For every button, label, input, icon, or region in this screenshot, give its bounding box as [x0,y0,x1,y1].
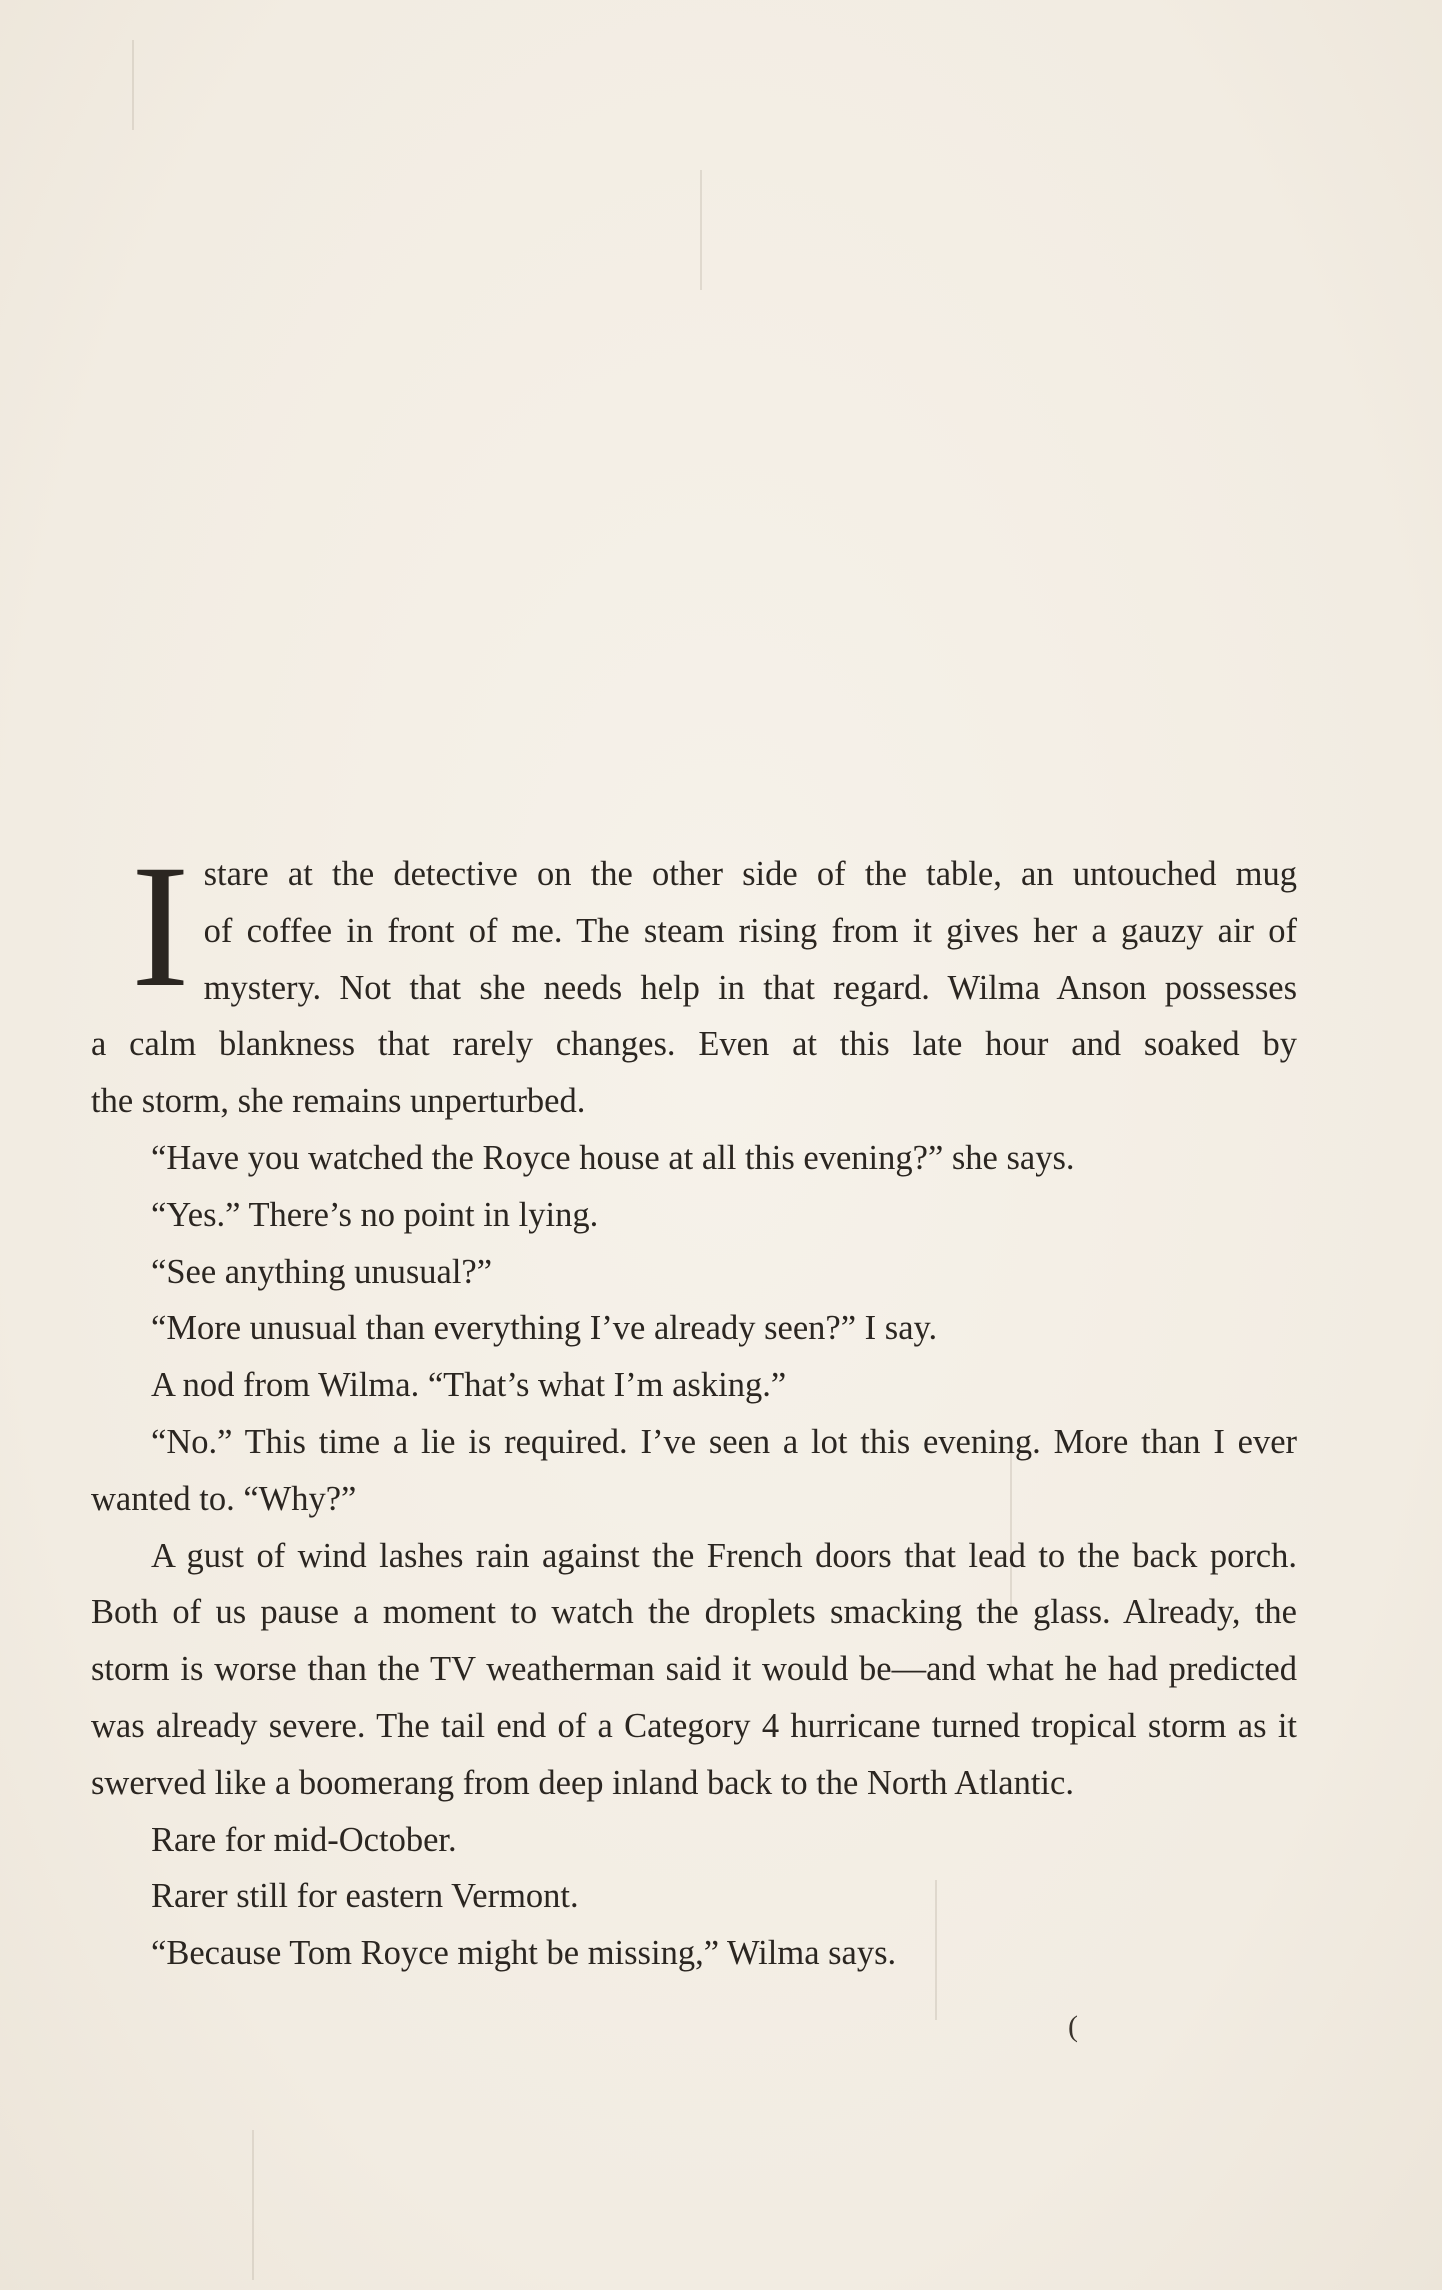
scan-artifact [132,40,134,130]
chapter-text [91,829,1297,1982]
opening-paragraph [91,829,1297,1130]
text-line: of coffee in front of me. The steam rising from it gives her a gauzy air of [203,911,1297,950]
text-line: the storm, she remains unperturbed. [91,1082,586,1121]
text-line: a calm blankness that rarely changes. Even at this late hour and soaked by [91,1025,1297,1064]
paragraph: “Yes.” There’s no point in lying. [151,1195,599,1234]
paragraph: A nod from Wilma. “That’s what I’m asking.” [151,1366,787,1405]
text-line: stare at the detective on the other side of the table, an untouched mug [203,855,1297,893]
drop-cap: I [131,829,190,1024]
paragraph: “See anything unusual?” [151,1252,493,1291]
scan-artifact [252,2130,254,2280]
stray-mark: ( [1068,2010,1078,2043]
text-line: mystery. Not that she needs help in that regard. Wilma Anson possesses [203,968,1297,1007]
paragraph: “Because Tom Royce might be missing,” Wilma says. [151,1934,897,1973]
paragraph: “More unusual than everything I’ve already seen?” I say. [151,1309,938,1348]
paragraph: A gust of wind lashes rain against the French doors that lead to the back porch. Both of us pause a moment to watch the droplets smacking the glass. Already, the storm is worse than the TV weatherman said it would be—and what he had predicted was already severe. The tail end of a Category 4 hurricane turned tropical storm as it swerved like a boomerang from deep inland back to the North Atlantic. [91,1536,1297,1802]
paragraph: Rare for mid-October. [151,1820,457,1859]
paragraph: Rarer still for eastern Vermont. [151,1877,579,1916]
scan-artifact [700,170,702,290]
paragraph: “No.” This time a lie is required. I’ve seen a lot this evening. More than I ever wanted to. “Why?” [91,1422,1297,1518]
paragraph: “Have you watched the Royce house at all this evening?” she says. [151,1138,1075,1177]
